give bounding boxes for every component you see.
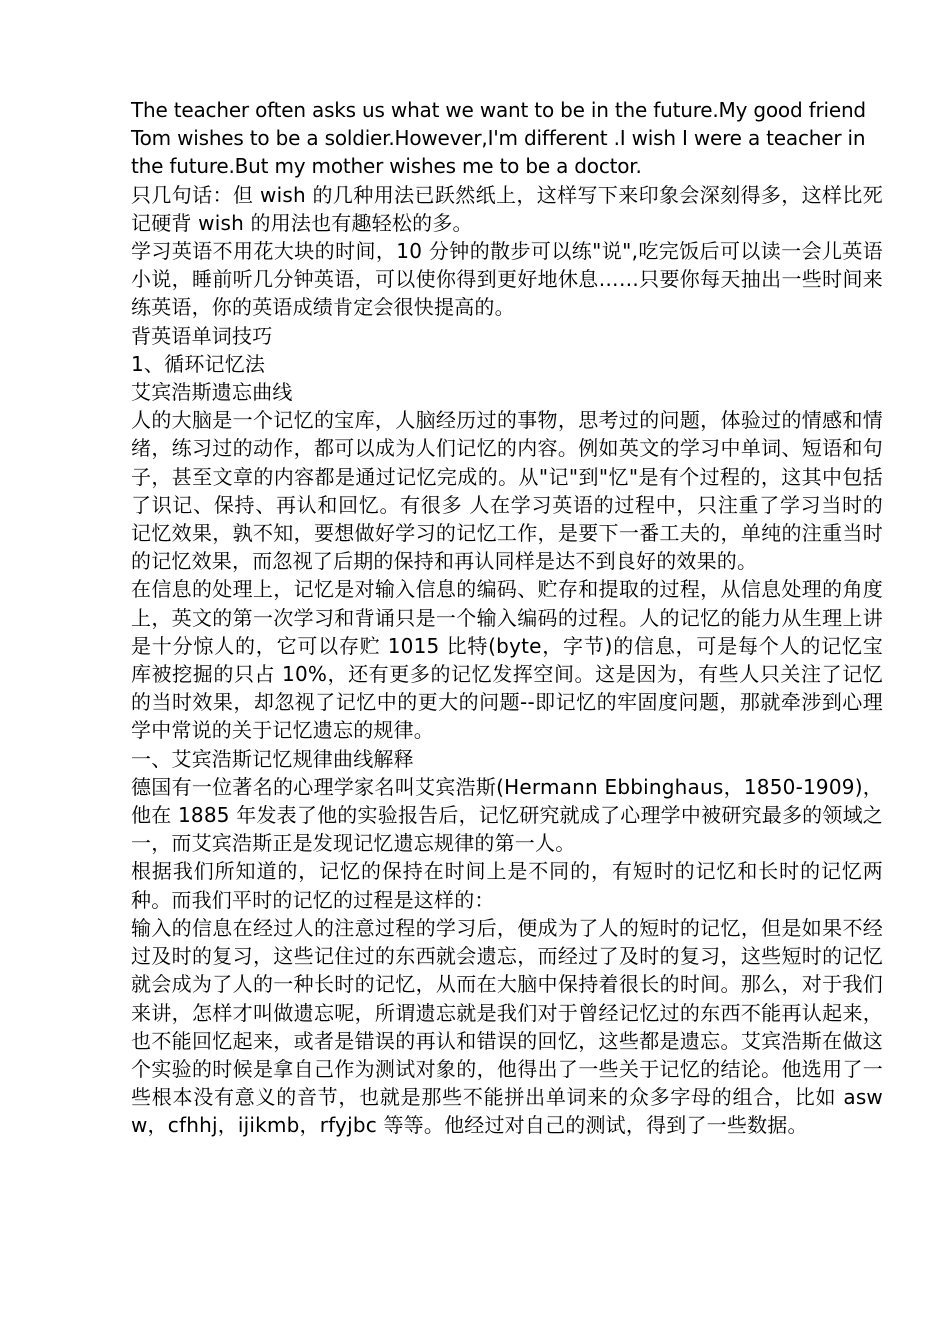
document-body (131, 96, 883, 1140)
heading-vocabulary-tips: 背英语单词技巧 (131, 323, 273, 348)
paragraph-information-processing: 在信息的处理上，记忆是对输入信息的编码、贮存和提取的过程，从信息处理的角度上，英文的第一次学习和背诵只是一个输入编码的过程。人的记忆的能力从生理上讲是十分惊人的，它可以存贮 1015 比特(byte，字节)的信息，可是每个人的记忆宝库被挖掘的只占 10%，还有更多的记忆发挥空间。这是因为，有些人只关注了记忆的当时效果，却忽视了记忆中的更大的问题--即记忆的牢固度问题，那就牵涉到心理学中常说的关于记忆遗忘的规律。 (131, 577, 883, 743)
paragraph-wish-note: 只几句话：但 wish 的几种用法已跃然纸上，这样写下来印象会深刻得多，这样比死记硬背 wish 的用法也有趣轻松的多。 (131, 182, 883, 235)
paragraph-forgetting-process: 输入的信息在经过人的注意过程的学习后，便成为了人的短时的记忆，但是如果不经过及时的复习，这些记住过的东西就会遗忘，而经过了及时的复习，这些短时的记忆就会成为了人的一种长时的记忆，从而在大脑中保持着很长的时间。那么，对于我们来讲，怎样才叫做遗忘呢，所谓遗忘就是我们对于曾经记忆过的东西不能再认起来，也不能回忆起来，或者是错误的再认和错误的回忆，这些都是遗忘。艾宾浩斯在做这个实验的时候是拿自己作为测试对象的，他得出了一些关于记忆的结论。他选用了一些根本没有意义的音节，也就是那些不能拼出单词来的众多字母的组合，比如 asww，cfhhj，ijikmb，rfyjbc 等等。他经过对自己的测试，得到了一些数据。 (131, 915, 883, 1138)
paragraph-ebbinghaus-bio: 德国有一位著名的心理学家名叫艾宾浩斯(Hermann Ebbinghaus，1850-1909)，他在 1885 年发表了他的实验报告后，记忆研究就成了心理学中被研究最多的领域之一，而艾宾浩斯正是发现记忆遗忘规律的第一人。 (131, 774, 883, 856)
heading-forgetting-curve: 艾宾浩斯遗忘曲线 (131, 380, 293, 405)
heading-curve-explanation: 一、艾宾浩斯记忆规律曲线解释 (131, 746, 414, 771)
heading-cycle-memory: 1、循环记忆法 (131, 351, 266, 376)
paragraph-brain-memory: 人的大脑是一个记忆的宝库，人脑经历过的事物，思考过的问题，体验过的情感和情绪，练习过的动作，都可以成为人们记忆的内容。例如英文的学习中单词、短语和句子，甚至文章的内容都是通过记忆完成的。从"记"到"忆"是有个过程的，这其中包括了识记、保持、再认和回忆。有很多 人在学习英语的过程中，只注重了学习当时的记忆效果，孰不知，要想做好学习的记忆工作，是要下一番工夫的，单纯的注重当时的记忆效果，而忽视了后期的保持和再认同样是达不到良好的效果的。 (131, 408, 883, 574)
paragraph-memory-types: 根据我们所知道的，记忆的保持在时间上是不同的，有短时的记忆和长时的记忆两种。而我们平时的记忆的过程是这样的： (131, 859, 883, 912)
paragraph-english-intro: The teacher often asks us what we want to be in the future.My good friend Tom wishes to be a soldier.However,I'm different .I wish I were a teacher in the future.But my mother wishes me to be a doctor. (131, 98, 866, 179)
paragraph-study-tips: 学习英语不用花大块的时间，10 分钟的散步可以练"说",吃完饭后可以读一会儿英语小说，睡前听几分钟英语，可以使你得到更好地休息……只要你每天抽出一些时间来练英语，你的英语成绩肯定会很快提高的。 (131, 239, 883, 320)
